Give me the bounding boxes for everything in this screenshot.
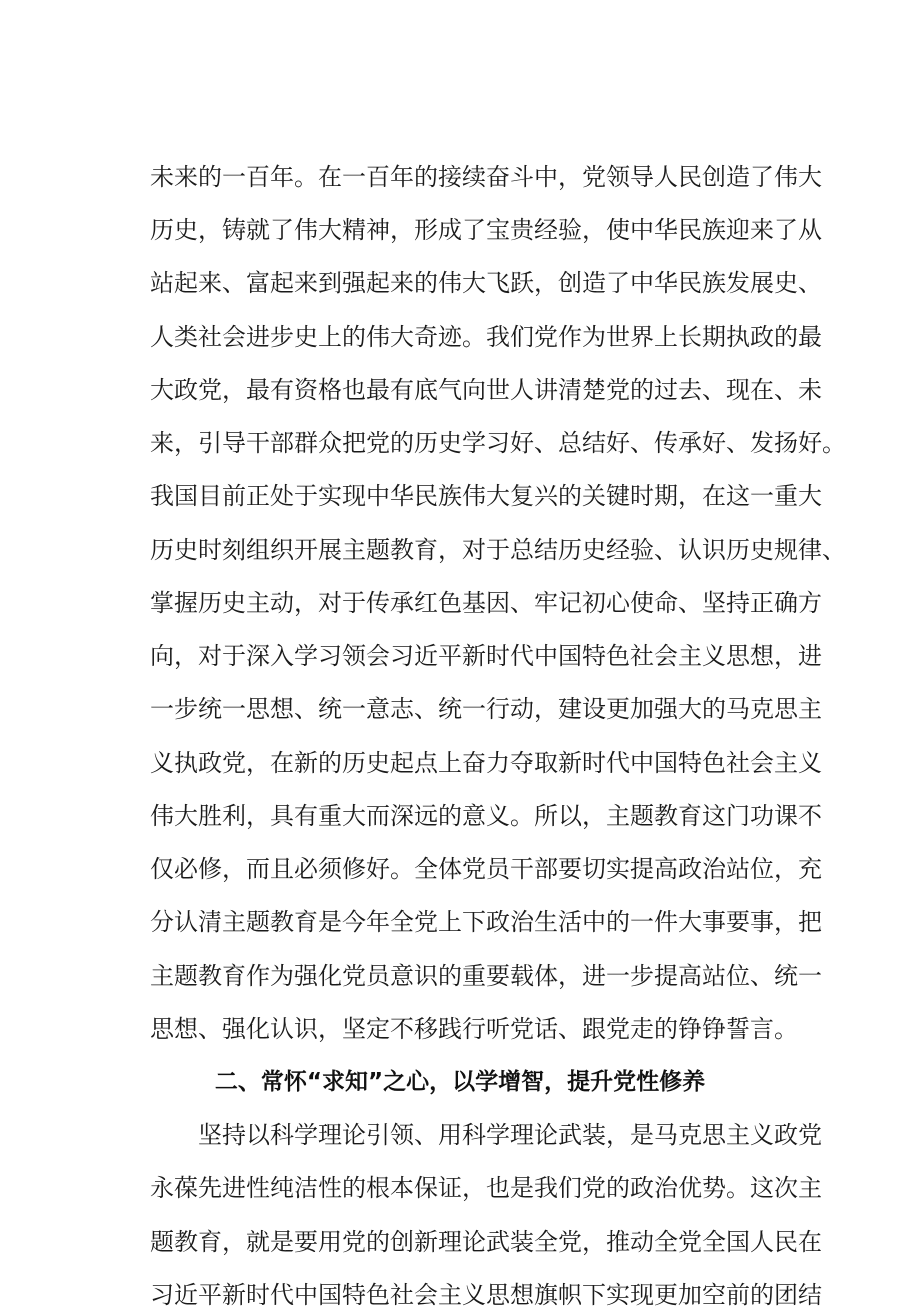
body-text-line: 义执政党，在新的历史起点上奋力夺取新时代中国特色社会主义 bbox=[150, 749, 822, 777]
body-text-line: 历史，铸就了伟大精神，形成了宝贵经验，使中华民族迎来了从 bbox=[150, 216, 822, 244]
body-text-line: 我国目前正处于实现中华民族伟大复兴的关键时期，在这一重大 bbox=[150, 482, 822, 510]
body-text-line: 向，对于深入学习领会习近平新时代中国特色社会主义思想，进 bbox=[150, 642, 822, 670]
body-text-line: 主题教育作为强化党员意识的重要载体，进一步提高站位、统一 bbox=[150, 962, 822, 990]
body-text-line: 历史时刻组织开展主题教育，对于总结历史经验、认识历史规律、 bbox=[150, 536, 846, 564]
body-text-line: 仅必修，而且必须修好。全体党员干部要切实提高政治站位，充 bbox=[150, 855, 822, 883]
body-text-line: 思想、强化认识，坚定不移践行听党话、跟党走的铮铮誓言。 bbox=[150, 1015, 798, 1043]
section-heading: 二、常怀“求知”之心，以学增智，提升党性修养 bbox=[214, 1069, 706, 1095]
body-text-line: 大政党，最有资格也最有底气向世人讲清楚党的过去、现在、未 bbox=[150, 376, 822, 404]
body-text-line: 未来的一百年。在一百年的接续奋斗中，党领导人民创造了伟大 bbox=[150, 163, 822, 191]
body-text-line: 来，引导干部群众把党的历史学习好、总结好、传承好、发扬好。 bbox=[150, 429, 846, 457]
body-text-line: 永葆先进性纯洁性的根本保证，也是我们党的政治优势。这次主 bbox=[150, 1174, 822, 1202]
body-text-line: 伟大胜利，具有重大而深远的意义。所以，主题教育这门功课不 bbox=[150, 802, 822, 830]
body-text-line: 一步统一思想、统一意志、统一行动，建设更加强大的马克思主 bbox=[150, 695, 822, 723]
body-text-line: 站起来、富起来到强起来的伟大飞跃，创造了中华民族发展史、 bbox=[150, 269, 822, 297]
body-text-line: 坚持以科学理论引领、用科学理论武装，是马克思主义政党 bbox=[198, 1121, 822, 1149]
body-text-line: 分认清主题教育是今年全党上下政治生活中的一件大事要事，把 bbox=[150, 908, 822, 936]
body-text-line: 习近平新时代中国特色社会主义思想旗帜下实现更加空前的团结 bbox=[150, 1281, 822, 1309]
body-text-line: 人类社会进步史上的伟大奇迹。我们党作为世界上长期执政的最 bbox=[150, 323, 822, 351]
body-text-line: 题教育，就是要用党的创新理论武装全党，推动全党全国人民在 bbox=[150, 1228, 822, 1256]
body-text-line: 掌握历史主动，对于传承红色基因、牢记初心使命、坚持正确方 bbox=[150, 589, 822, 617]
